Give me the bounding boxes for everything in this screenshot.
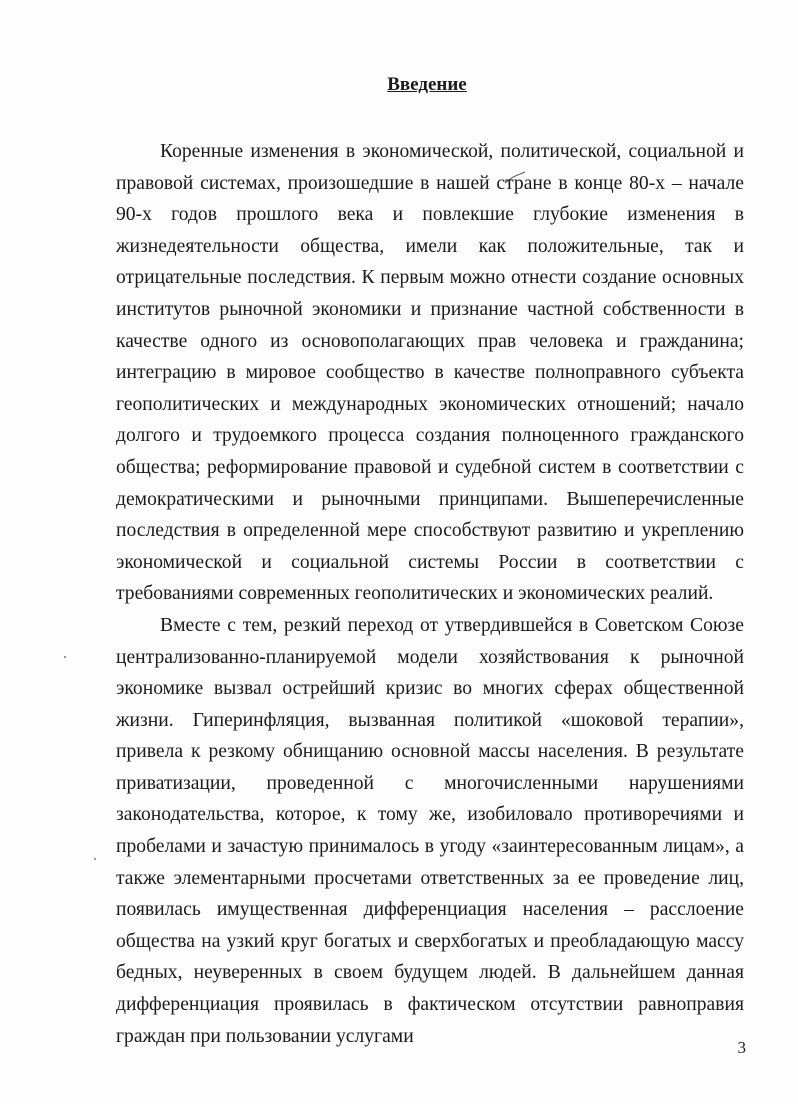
scan-speck (94, 858, 96, 860)
page-title: Введение (387, 74, 467, 95)
page-number: 3 (737, 1038, 746, 1057)
scan-speck (64, 656, 66, 658)
paragraph-1: Коренные изменения в экономической, политической, социальной и правовой системах, произошедшие в нашей стране в конце 80-х – начале 90-х годов прошлого века и повлекшие глубокие изменения в жизнедеятельности общества, имели как положительные, так и отрицательные последствия. К первым можно отнести создание основных институтов рыночной экономики и признание частной собственности в качестве одного из основополагающих прав человека и гражданина; интеграцию в мировое сообщество в качестве полноправного субъекта геополитических и международных экономических отношений; начало долгого и трудоемкого процесса создания полноценного гражданского общества; реформирование правовой и судебной систем в соответствии с демократическими и рыночными принципами. Вышеперечисленные последствия в определенной мере способствуют развитию и укреплению экономической и социальной системы России в соответствии с требованиями современных геополитических и экономических реалий. (116, 141, 744, 605)
paragraph-2: Вместе с тем, резкий переход от утвердившейся в Советском Союзе централизованно-планируемой модели хозяйствования к рыночной экономике вызвал острейший кризис во многих сферах общественной жизни. Гиперинфляция, вызванная политикой «шоковой терапии», привела к резкому обнищанию основной массы населения. В результате приватизации, проведенной с многочисленными нарушениями законодательства, которое, к тому же, изобиловало противоречиями и пробелами и зачастую принималось в угоду «заинтересованным лицам», а также элементарными просчетами ответственных за ее проведение лиц, появилась имущественная дифференциация населения – расслоение общества на узкий круг богатых и сверхбогатых и преобладающую массу бедных, неуверенных в своем будущем людей. В дальнейшем данная дифференциация проявилась в фактическом отсутствии равноправия граждан при пользовании услугами (116, 614, 744, 1047)
body-text (116, 136, 744, 1052)
